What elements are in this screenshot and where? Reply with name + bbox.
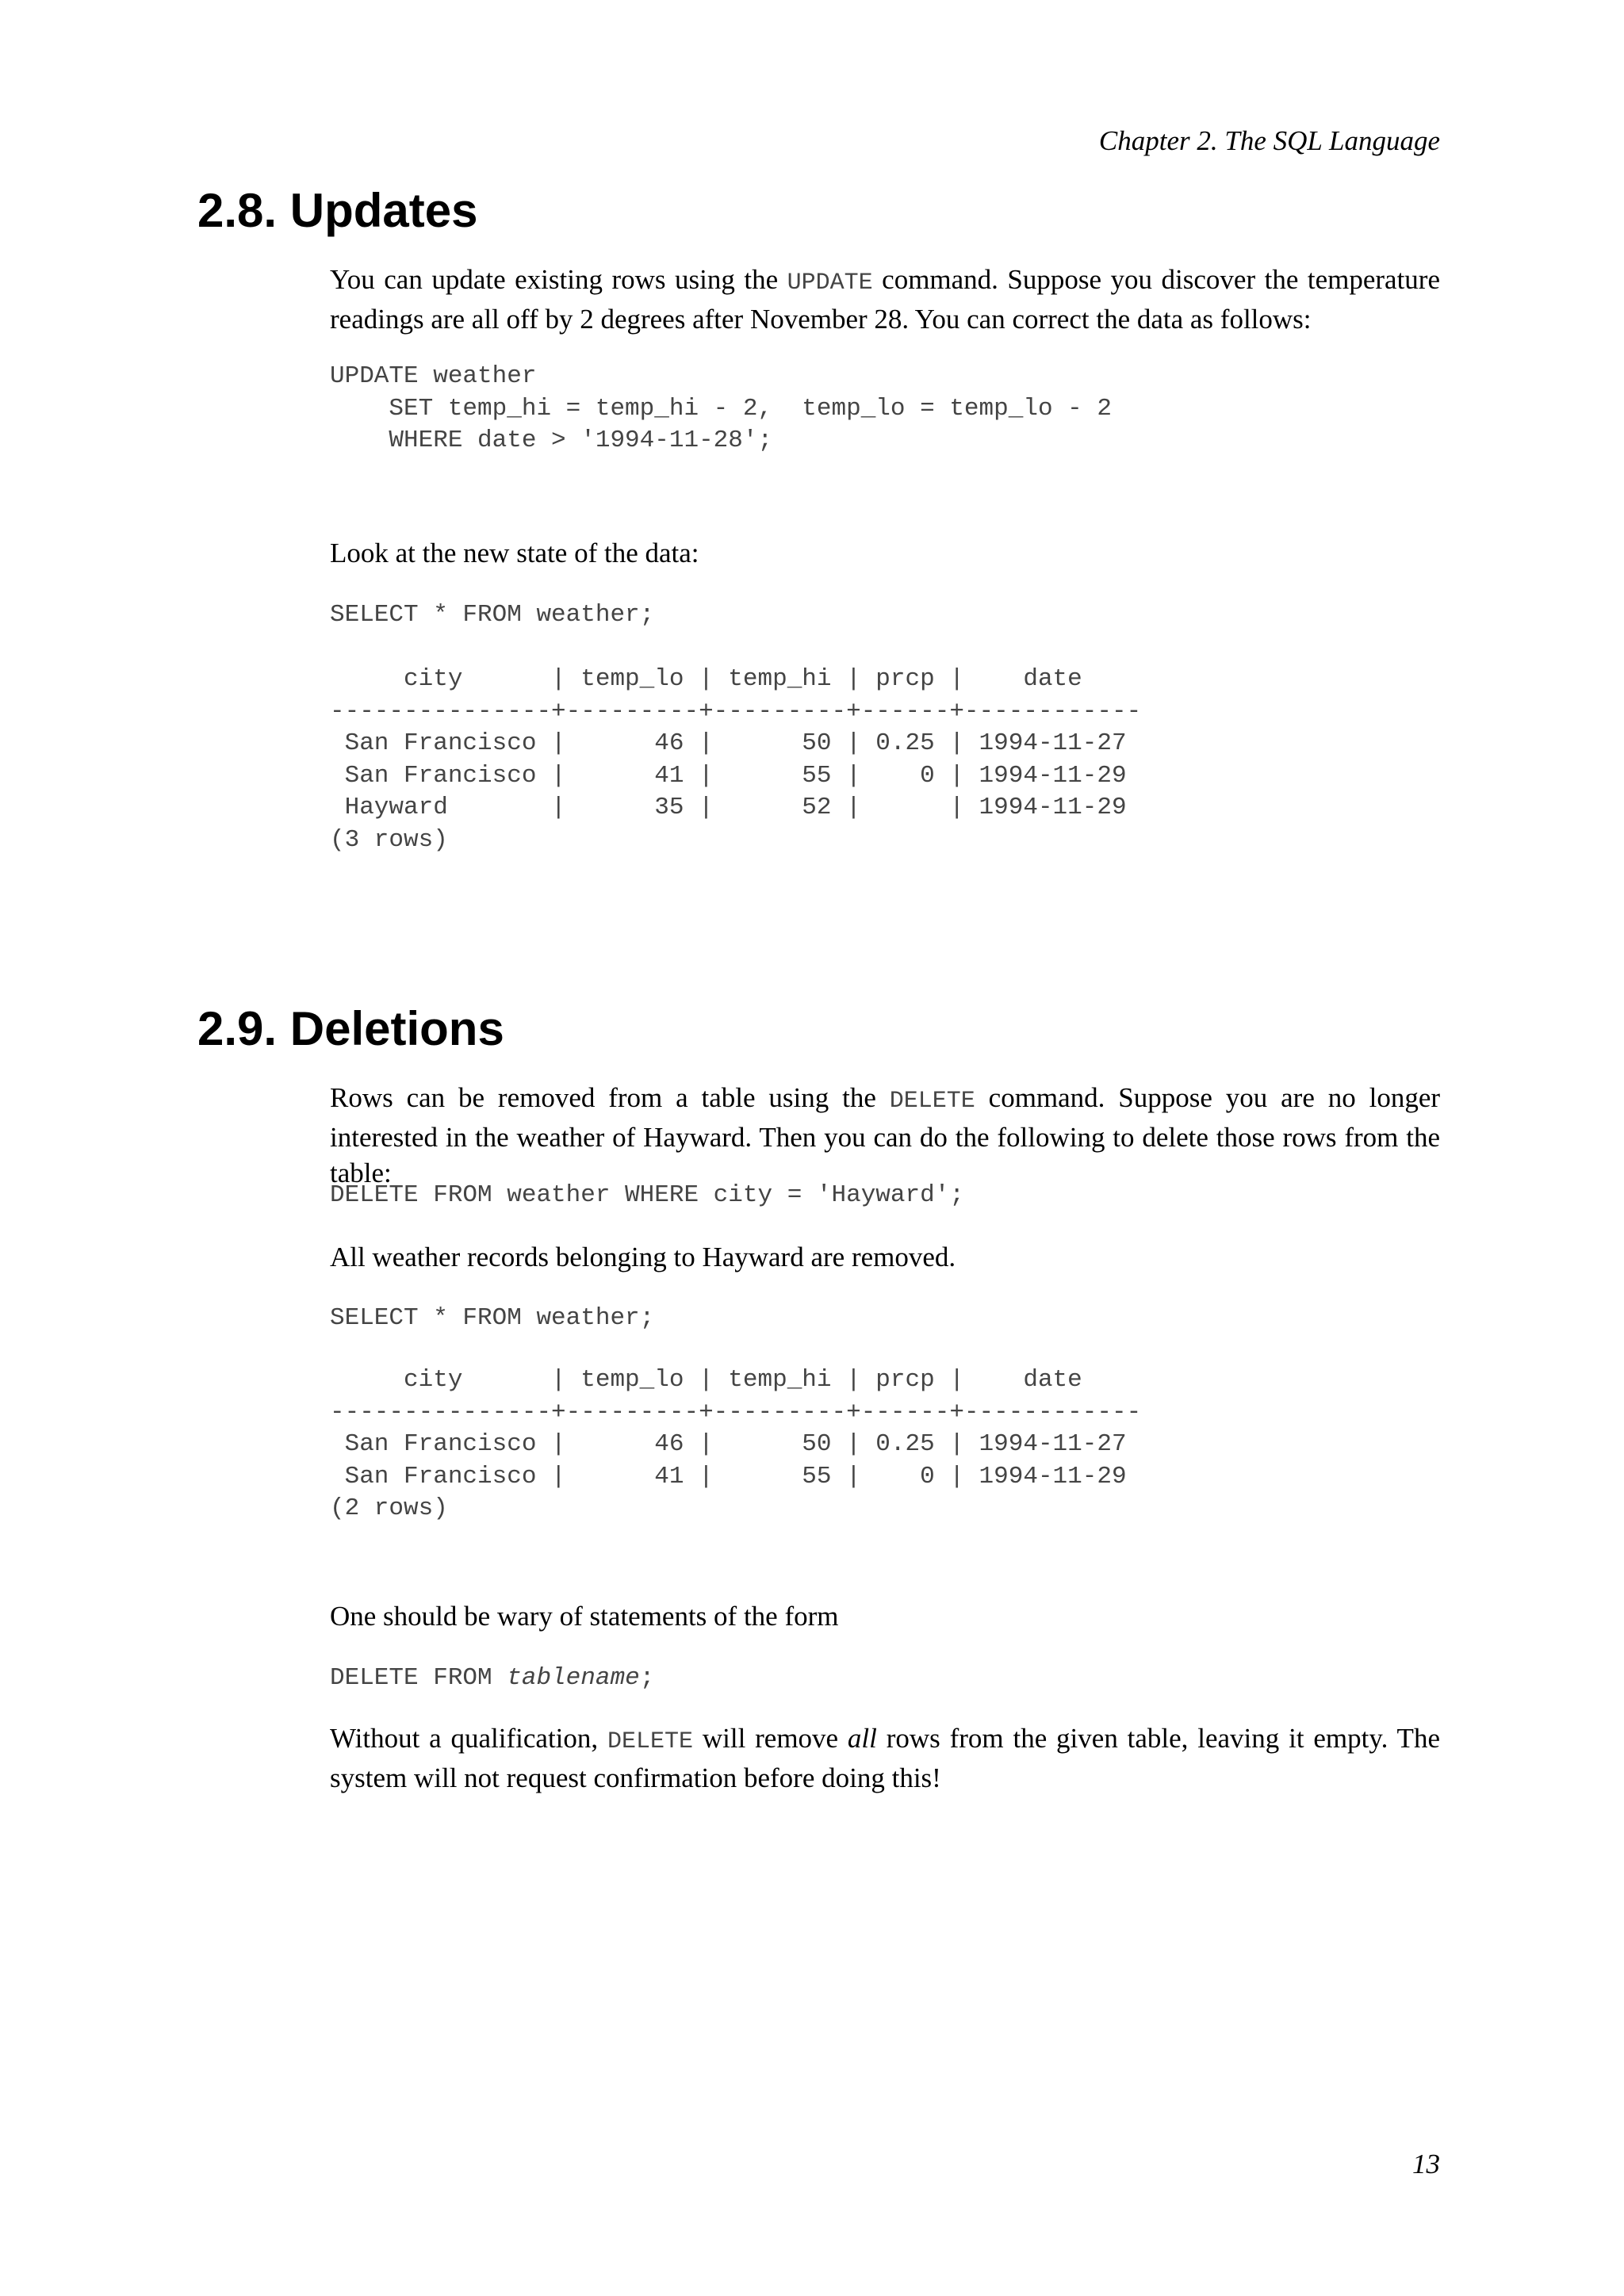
updates-intro-text-1: You can update existing rows using the: [330, 264, 787, 295]
table-row: San Francisco | 46 | 50 | 0.25 | 1994-11-27: [330, 729, 1127, 757]
tablename-placeholder: tablename: [507, 1664, 640, 1692]
section-title-updates: 2.8. Updates: [197, 184, 478, 237]
row-count: (2 rows): [330, 1494, 448, 1522]
section-title-deletions: 2.9. Deletions: [197, 1002, 504, 1055]
code-line: UPDATE weather: [330, 362, 537, 390]
deletions-intro-paragraph: [330, 1080, 1440, 1191]
updates-intro-paragraph: [330, 262, 1440, 337]
delete-form-code: [330, 1663, 654, 1695]
code-line: WHERE date > '1994-11-28';: [330, 427, 773, 454]
select-code-updates: SELECT * FROM weather;: [330, 601, 655, 629]
updates-result-table: [330, 664, 1141, 856]
code-prefix: DELETE FROM: [330, 1664, 508, 1692]
row-count: (3 rows): [330, 825, 448, 854]
table-row: San Francisco | 41 | 55 | 0 | 1994-11-29: [330, 761, 1127, 790]
result-separator: ---------------+---------+---------+------+------------: [330, 1398, 1142, 1426]
update-code-block: [330, 361, 1112, 457]
delete-keyword-warning: DELETE: [607, 1728, 694, 1755]
warning-text-2: will remove: [693, 1723, 848, 1754]
result-separator: ---------------+---------+---------+------+------------: [330, 697, 1142, 725]
select-code-deletions: SELECT * FROM weather;: [330, 1304, 655, 1332]
warning-text-3: rows from the given table, leaving it empty. The system will not request confirmation before doing this!: [330, 1723, 1440, 1793]
table-row: Hayward | 35 | 52 | | 1994-11-29: [330, 794, 1127, 821]
table-row: San Francisco | 41 | 55 | 0 | 1994-11-29: [330, 1462, 1127, 1490]
update-keyword: UPDATE: [787, 270, 873, 297]
removed-paragraph: All weather records belonging to Hayward are removed.: [330, 1242, 956, 1272]
emphasis-all: all: [847, 1723, 877, 1754]
updates-intro-text-2: command. Suppose you discover the temperature readings are all off by 2 degrees after November 28. You can correct the data as follows:: [330, 264, 1440, 335]
table-row: San Francisco | 46 | 50 | 0.25 | 1994-11-27: [330, 1430, 1127, 1458]
warning-paragraph: [330, 1720, 1440, 1796]
running-head: Chapter 2. The SQL Language: [1098, 125, 1440, 156]
deletions-intro-text-2: command. Suppose you are no longer interested in the weather of Hayward. Then you can do the following to delete those rows from the table:: [330, 1082, 1441, 1188]
deletions-intro-text-1: Rows can be removed from a table using the: [330, 1082, 890, 1113]
wary-paragraph: One should be wary of statements of the form: [330, 1601, 839, 1632]
delete-keyword: DELETE: [889, 1088, 975, 1115]
look-paragraph: Look at the new state of the data:: [330, 538, 699, 568]
delete-code-block: DELETE FROM weather WHERE city = 'Hayward';: [330, 1181, 964, 1209]
result-header-row: city | temp_lo | temp_hi | prcp | date: [330, 665, 1082, 693]
page-number: 13: [1412, 2149, 1440, 2179]
code-suffix: ;: [639, 1664, 655, 1692]
deletions-result-table: [330, 1364, 1141, 1525]
warning-text-1: Without a qualification,: [330, 1723, 607, 1754]
code-line: SET temp_hi = temp_hi - 2, temp_lo = temp_lo - 2: [330, 394, 1112, 423]
result-header-row: city | temp_lo | temp_hi | prcp | date: [330, 1366, 1082, 1394]
